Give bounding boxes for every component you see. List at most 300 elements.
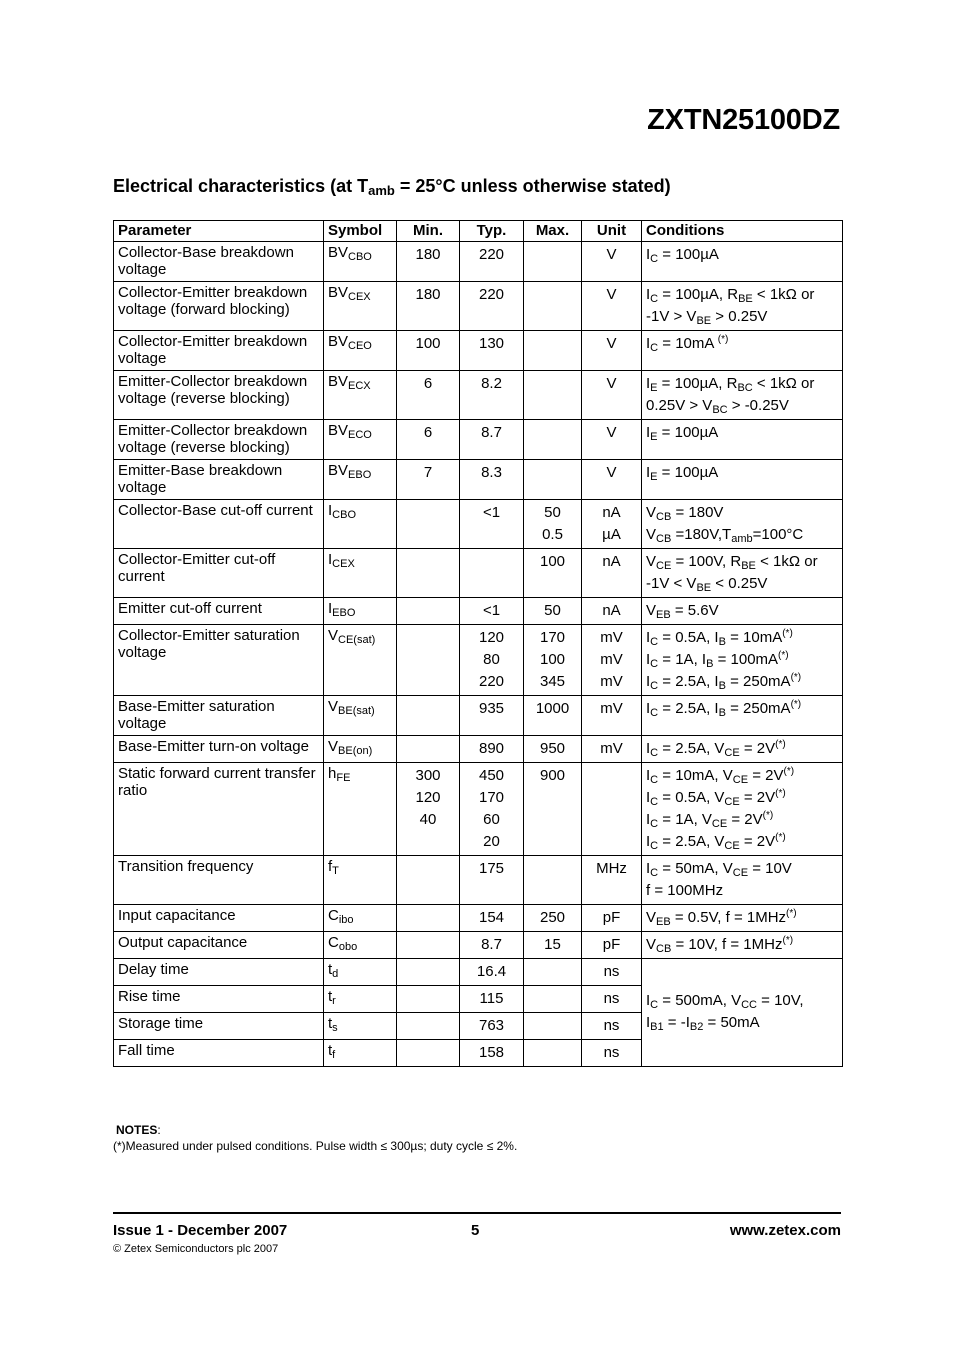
header-conditions: Conditions [642, 221, 843, 242]
cell-max [524, 1012, 582, 1039]
symbol-main: I [328, 550, 333, 568]
condition-subscript: B1 [650, 1021, 664, 1033]
cell-max [524, 459, 582, 499]
table-row [114, 855, 843, 904]
cell-unit [582, 904, 642, 931]
cell-parameter: Collector-Emitter breakdown voltage (forward blocking) [114, 281, 324, 330]
cell-min [397, 459, 460, 499]
cell-typ [460, 855, 524, 904]
symbol-main: BV [328, 243, 349, 261]
condition-subscript: BE [741, 559, 756, 572]
value-typ: 175 [478, 859, 505, 877]
condition-subscript: C [650, 773, 659, 786]
condition-text: V [646, 503, 657, 521]
value-typ: 120 [478, 628, 505, 646]
symbol-main: V [328, 737, 339, 755]
condition-text: = 10V [748, 859, 792, 877]
cell-symbol [324, 281, 397, 330]
value-typ: 154 [478, 908, 505, 926]
condition-subscript: C [650, 706, 659, 719]
cell-max [524, 499, 582, 548]
cell-unit [582, 931, 642, 958]
condition-text: = 100mA [713, 650, 779, 668]
condition-text: < 0.25V [711, 574, 768, 592]
condition-subscript: BE [696, 581, 712, 594]
condition-subscript: CE [711, 817, 728, 830]
cell-symbol [324, 241, 397, 281]
cell-typ [460, 281, 524, 330]
symbol-subscript: CBO [332, 508, 357, 521]
condition-subscript: C [650, 999, 659, 1011]
value-typ: 8.7 [481, 423, 502, 441]
cell-symbol [324, 597, 397, 624]
symbol-subscript: BE(on) [338, 744, 373, 757]
condition-subscript: B [706, 657, 714, 670]
cell-conditions [642, 370, 843, 419]
cell-unit [582, 958, 642, 985]
condition-note-ref: (*) [790, 698, 802, 710]
value-unit: V [606, 463, 617, 481]
value-min: 120 [415, 788, 441, 806]
condition-text: -1V < V [646, 574, 697, 592]
value-typ: 170 [478, 788, 505, 806]
symbol-main: C [328, 906, 339, 924]
condition-subscript: B2 [689, 1021, 704, 1033]
cell-conditions [642, 855, 843, 904]
condition-subscript: EB [656, 915, 671, 928]
symbol-subscript: s [332, 1021, 338, 1034]
value-typ: 60 [483, 810, 500, 828]
value-min: 180 [415, 285, 441, 303]
condition-subscript: C [650, 635, 659, 648]
cell-min [397, 597, 460, 624]
cell-min [397, 904, 460, 931]
cell-symbol [324, 419, 397, 459]
table-row [114, 499, 843, 548]
condition-line [646, 524, 838, 546]
table-row [114, 330, 843, 370]
cell-max [524, 904, 582, 931]
condition-line [646, 809, 838, 831]
notes-title-text: NOTES [116, 1123, 158, 1137]
cell-conditions [642, 735, 843, 762]
cell-parameter: Emitter-Base breakdown voltage [114, 459, 324, 499]
condition-note-ref: (*) [782, 627, 793, 639]
cell-min [397, 330, 460, 370]
value-unit: ns [603, 962, 620, 980]
value-unit: ns [603, 1043, 620, 1061]
condition-subscript: CE [724, 839, 740, 852]
symbol-main: V [328, 626, 339, 644]
cell-typ [460, 735, 524, 762]
condition-text: -1V > V [646, 307, 697, 325]
notes-title [113, 1122, 517, 1138]
condition-note-ref: (*) [783, 765, 795, 777]
cell-parameter: Transition frequency [114, 855, 324, 904]
header-symbol: Symbol [324, 221, 397, 242]
condition-text: = 2V [748, 766, 784, 784]
symbol-main: V [328, 697, 339, 715]
notes-text: (*)Measured under pulsed conditions. Pulse width ≤ 300µs; duty cycle ≤ 2%. [113, 1139, 518, 1153]
cell-parameter: Base-Emitter saturation voltage [114, 695, 324, 735]
electrical-characteristics-table [113, 220, 843, 1067]
condition-text: = 2.5A, V [658, 739, 725, 757]
cell-min [397, 370, 460, 419]
condition-text: = 250mA [725, 699, 791, 717]
condition-subscript: C [650, 795, 659, 808]
condition-line [646, 627, 838, 649]
cell-symbol [324, 459, 397, 499]
cell-typ [460, 931, 524, 958]
condition-text: I [646, 810, 651, 828]
value-typ: 220 [478, 285, 505, 303]
cell-parameter: Output capacitance [114, 931, 324, 958]
condition-text: I [646, 334, 651, 352]
condition-text: = 180V [671, 503, 724, 521]
condition-text: > 0.25V [711, 307, 768, 325]
notes-title-colon: : [157, 1123, 161, 1137]
condition-subscript: CE [656, 559, 672, 572]
symbol-subscript: BE(sat) [338, 704, 375, 717]
cell-parameter: Input capacitance [114, 904, 324, 931]
value-typ: 763 [478, 1016, 505, 1034]
cell-min [397, 735, 460, 762]
condition-text: I [646, 859, 651, 877]
cell-conditions [642, 762, 843, 855]
value-typ: 115 [479, 989, 504, 1007]
cell-conditions [642, 459, 843, 499]
cell-min [397, 499, 460, 548]
condition-line [646, 934, 838, 956]
condition-text: I [646, 285, 651, 303]
condition-text: < 1kΩ or [752, 285, 815, 303]
value-min: 100 [415, 334, 441, 352]
condition-subscript: CB [656, 532, 672, 545]
value-min: 6 [423, 423, 433, 441]
condition-text: = 2.5A, I [658, 672, 719, 690]
cell-typ [460, 241, 524, 281]
condition-text: I [646, 832, 651, 850]
cell-min [397, 985, 460, 1012]
condition-text: I [646, 1014, 651, 1031]
symbol-subscript: EBO [332, 606, 356, 619]
condition-text: I [646, 245, 651, 263]
table-row [114, 735, 843, 762]
value-unit: mV [600, 672, 623, 690]
symbol-main: h [328, 764, 337, 782]
cell-unit [582, 1039, 642, 1066]
condition-text: < 1kΩ or [752, 374, 815, 392]
condition-text: = 2.5A, I [658, 699, 719, 717]
symbol-main: BV [328, 461, 349, 479]
value-typ: 130 [478, 334, 505, 352]
condition-subscript: C [650, 746, 659, 759]
value-min: 40 [419, 810, 437, 828]
condition-line [646, 573, 838, 595]
cell-min [397, 1039, 460, 1066]
value-unit: mV [600, 650, 623, 668]
condition-line [646, 600, 838, 622]
condition-subscript: C [650, 252, 659, 265]
condition-line [646, 649, 838, 671]
condition-text: = 500mA, V [658, 992, 742, 1009]
cell-symbol [324, 958, 397, 985]
value-unit: V [606, 423, 617, 441]
symbol-main: I [328, 501, 333, 519]
condition-subscript: CB [656, 510, 672, 523]
condition-text: V [646, 935, 657, 953]
value-unit: nA [602, 601, 621, 619]
cell-typ [460, 624, 524, 695]
cell-max [524, 735, 582, 762]
condition-subscript: B [718, 635, 726, 648]
condition-text: f = 100MHz [646, 881, 724, 899]
condition-subscript: BE [738, 292, 753, 305]
value-typ: 80 [483, 650, 500, 668]
cell-conditions [642, 904, 843, 931]
condition-line [646, 333, 838, 355]
value-typ: 16.4 [476, 962, 507, 980]
condition-text: V [646, 552, 657, 570]
cell-parameter: Storage time [114, 1012, 324, 1039]
condition-note-ref: (*) [778, 649, 789, 661]
condition-text: = 0.5V, f = 1MHz [670, 908, 787, 926]
condition-subscript: B [718, 679, 726, 692]
cell-unit [582, 499, 642, 548]
value-unit: ns [603, 989, 620, 1007]
table-header-row [114, 221, 843, 242]
value-max: 100 [539, 650, 566, 668]
cell-unit [582, 597, 642, 624]
condition-text: V [646, 525, 657, 543]
condition-line [646, 306, 838, 328]
cell-max [524, 985, 582, 1012]
cell-conditions [642, 548, 843, 597]
symbol-main: I [328, 599, 333, 617]
condition-text: I [646, 766, 651, 784]
condition-subscript: C [650, 679, 659, 692]
cell-typ [460, 958, 524, 985]
cell-min [397, 958, 460, 985]
condition-text: = 0.5A, V [658, 788, 725, 806]
cell-conditions [642, 241, 843, 281]
value-unit: mV [600, 739, 623, 757]
cell-conditions [642, 597, 843, 624]
cell-min [397, 281, 460, 330]
condition-line [646, 787, 838, 809]
condition-text: =180V,T [671, 525, 732, 543]
cell-min [397, 695, 460, 735]
condition-text: I [646, 672, 651, 690]
cell-max [524, 281, 582, 330]
condition-line [646, 907, 838, 929]
condition-note-ref: (*) [762, 809, 774, 821]
value-typ: 450 [478, 766, 505, 784]
value-max: 900 [539, 766, 566, 784]
cell-max [524, 855, 582, 904]
value-max: 15 [544, 935, 561, 953]
cell-symbol [324, 1012, 397, 1039]
cell-max [524, 931, 582, 958]
condition-line [646, 698, 838, 720]
condition-text: = 100µA [658, 245, 719, 263]
footer-website: www.zetex.com [729, 1222, 841, 1239]
cell-symbol [324, 1039, 397, 1066]
condition-subscript: amb [731, 532, 753, 545]
symbol-main: t [328, 1014, 333, 1032]
condition-line [646, 373, 838, 395]
condition-text: = -I [663, 1014, 690, 1031]
condition-subscript: CE [724, 746, 740, 759]
condition-note-ref: (*) [786, 907, 797, 919]
condition-subscript: EB [656, 608, 671, 621]
table-row [114, 548, 843, 597]
condition-subscript: C [650, 866, 659, 879]
condition-text: = 1A, V [658, 810, 712, 828]
cell-parameter: Rise time [114, 985, 324, 1012]
cell-symbol [324, 904, 397, 931]
heading-suffix: = 25°C unless otherwise stated) [394, 176, 671, 196]
cell-typ [460, 459, 524, 499]
condition-text: = 5.6V [670, 601, 719, 619]
value-typ: <1 [482, 503, 501, 521]
cell-parameter: Emitter-Collector breakdown voltage (reverse blocking) [114, 370, 324, 419]
condition-line [646, 422, 838, 444]
condition-subscript: BC [712, 403, 728, 416]
value-unit: V [606, 374, 617, 392]
cell-max [524, 624, 582, 695]
cell-parameter: Collector-Emitter cut-off current [114, 548, 324, 597]
condition-note-ref: (*) [775, 738, 786, 750]
value-max: 250 [539, 908, 566, 926]
value-max: 50 [544, 601, 561, 619]
value-unit: µA [602, 525, 621, 543]
symbol-main: BV [328, 283, 349, 301]
condition-text: I [646, 699, 651, 717]
value-typ: 935 [478, 699, 505, 717]
cell-symbol [324, 762, 397, 855]
cell-symbol [324, 624, 397, 695]
cell-parameter: Static forward current transfer ratio [114, 762, 324, 855]
value-typ: 890 [478, 739, 505, 757]
cell-conditions [642, 419, 843, 459]
condition-text: = 10mA, V [658, 766, 733, 784]
value-max: 170 [539, 628, 566, 646]
cell-conditions [642, 499, 843, 548]
cell-symbol [324, 330, 397, 370]
symbol-subscript: ECO [348, 428, 372, 441]
cell-min [397, 762, 460, 855]
condition-text: 0.25V > V [646, 396, 713, 414]
condition-line [646, 831, 838, 853]
condition-text: = 2V [739, 739, 776, 757]
table-row [114, 931, 843, 958]
cell-unit [582, 548, 642, 597]
cell-typ [460, 330, 524, 370]
condition-text: = 1A, I [658, 650, 707, 668]
symbol-subscript: CEO [348, 339, 372, 352]
cell-parameter: Collector-Emitter saturation voltage [114, 624, 324, 695]
symbol-subscript: ibo [338, 913, 354, 926]
cell-unit [582, 1012, 642, 1039]
cell-conditions [642, 958, 843, 1066]
value-typ: 158 [478, 1043, 505, 1061]
condition-line [646, 462, 838, 484]
value-max: 50 [544, 503, 561, 521]
table-row [114, 958, 843, 985]
value-unit: MHz [596, 859, 627, 877]
value-unit: mV [600, 628, 623, 646]
cell-symbol [324, 985, 397, 1012]
condition-text: = 100µA, R [657, 374, 738, 392]
cell-parameter: Delay time [114, 958, 324, 985]
condition-subscript: C [650, 657, 659, 670]
table-row [114, 281, 843, 330]
cell-max [524, 419, 582, 459]
condition-line [646, 858, 838, 880]
symbol-subscript: CE(sat) [338, 633, 376, 646]
cell-min [397, 1012, 460, 1039]
symbol-subscript: d [332, 967, 339, 980]
condition-text: > -0.25V [727, 396, 789, 414]
cell-typ [460, 985, 524, 1012]
condition-line [646, 671, 838, 693]
cell-symbol [324, 931, 397, 958]
symbol-subscript: CBO [348, 250, 372, 263]
condition-text: I [646, 374, 651, 392]
cell-max [524, 597, 582, 624]
value-typ: <1 [482, 601, 501, 619]
cell-min [397, 931, 460, 958]
condition-line [646, 284, 838, 306]
heading-subscript: amb [368, 183, 395, 198]
table-row [114, 695, 843, 735]
value-max: 345 [539, 672, 566, 690]
condition-line [646, 244, 838, 266]
condition-text: I [646, 628, 651, 646]
value-unit: nA [602, 552, 621, 570]
symbol-main: t [328, 1041, 333, 1059]
cell-max [524, 330, 582, 370]
condition-note-ref: (*) [717, 333, 729, 345]
cell-typ [460, 597, 524, 624]
cell-max [524, 958, 582, 985]
condition-text: = 10mA [658, 334, 718, 352]
cell-max [524, 695, 582, 735]
condition-line [646, 990, 838, 1012]
condition-line [646, 395, 838, 417]
condition-text: = 10mA [725, 628, 783, 646]
symbol-main: BV [328, 372, 349, 390]
cell-max [524, 1039, 582, 1066]
value-max: 1000 [535, 699, 570, 717]
symbol-main: BV [328, 421, 349, 439]
symbol-subscript: T [332, 864, 339, 877]
cell-conditions [642, 931, 843, 958]
cell-max [524, 241, 582, 281]
cell-symbol [324, 695, 397, 735]
condition-text: I [646, 739, 651, 757]
condition-text: = 100µA [657, 423, 719, 441]
cell-typ [460, 1039, 524, 1066]
section-heading [113, 176, 671, 197]
symbol-subscript: CEX [332, 557, 355, 570]
condition-subscript: C [650, 839, 659, 852]
condition-line [646, 765, 838, 787]
condition-text: I [646, 788, 651, 806]
condition-text: = 50mA, V [658, 859, 733, 877]
symbol-main: C [328, 933, 339, 951]
